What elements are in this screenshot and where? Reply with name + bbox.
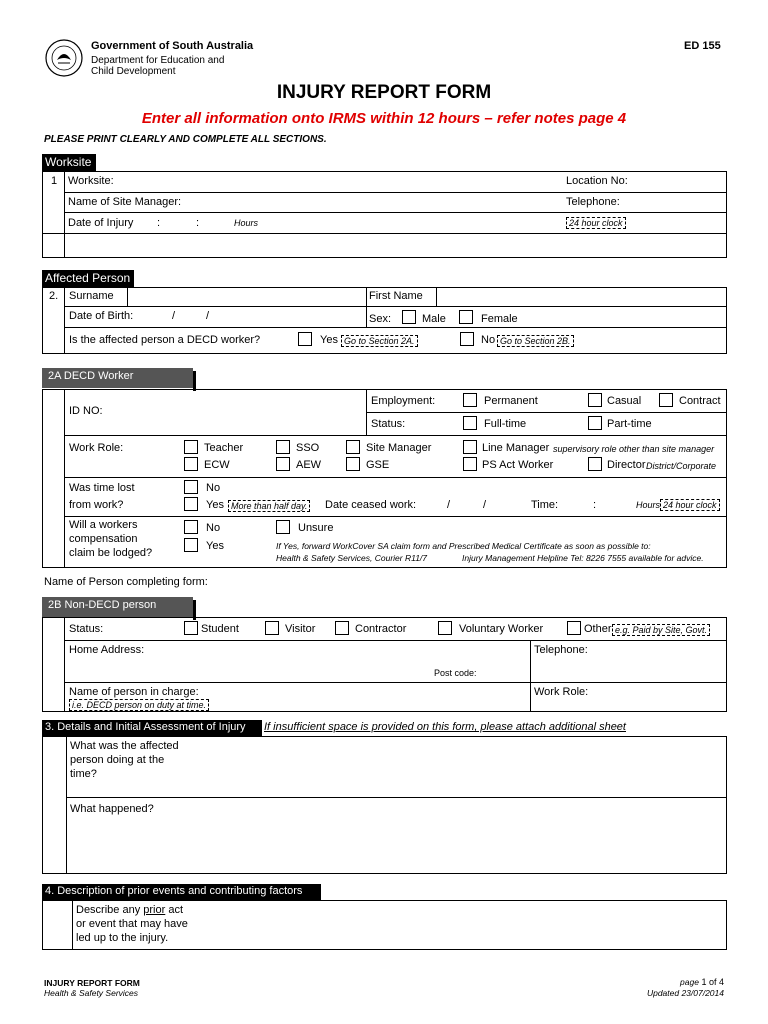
compensation-note-2: Health & Safety Services, Courier R11/7 xyxy=(276,553,428,563)
affected-person-section-header: Affected Person xyxy=(42,270,134,287)
clock-note: 24 hour clock xyxy=(566,217,626,229)
home-address-label: Home Address: xyxy=(69,644,145,656)
site-manager-role-label: Site Manager xyxy=(366,442,432,454)
decd-no-checkbox[interactable] xyxy=(460,332,474,346)
page-word: page xyxy=(680,977,699,987)
postcode-label: Post code: xyxy=(434,668,477,678)
hours-label: Hours xyxy=(636,500,661,510)
compensation-no-checkbox[interactable] xyxy=(184,520,198,534)
slash: / xyxy=(447,499,451,511)
parttime-label: Part-time xyxy=(607,418,652,430)
line-manager-label: Line Manager xyxy=(482,442,550,454)
compensation-label-2: compensation xyxy=(69,533,138,545)
male-label: Male xyxy=(422,313,446,325)
contract-label: Contract xyxy=(679,395,721,407)
colon: : xyxy=(593,499,597,511)
footer-service: Health & Safety Services xyxy=(44,988,139,998)
date-of-injury-label: Date of Injury xyxy=(68,217,134,229)
colon: : xyxy=(157,217,161,229)
department-line-2: Child Development xyxy=(91,66,176,77)
print-instruction: PLEASE PRINT CLEARLY AND COMPLETE ALL SECTIONS. xyxy=(44,134,327,145)
site-manager-label: Name of Site Manager: xyxy=(68,196,182,208)
compensation-note-1: If Yes, forward WorkCover SA claim form and Prescribed Medical Certificate as soon as possible to: xyxy=(276,541,651,551)
line-manager-note: supervisory role other than site manager xyxy=(553,444,715,454)
prior-events-line-2: or event that may have xyxy=(76,918,188,930)
contract-checkbox[interactable] xyxy=(659,393,673,407)
director-checkbox[interactable] xyxy=(588,457,602,471)
form-title: INJURY REPORT FORM xyxy=(276,82,492,103)
compensation-note-3: Injury Management Helpline Tel: 8226 7555 available for advice. xyxy=(462,553,704,563)
decd-worker-section-header: 2A DECD Worker xyxy=(42,368,193,388)
casual-checkbox[interactable] xyxy=(588,393,602,407)
aew-label: AEW xyxy=(296,459,322,471)
injury-details-section-header: 3. Details and Initial Assessment of Injury xyxy=(42,720,262,736)
form-subtitle: Enter all information onto IRMS within 12 hours – refer notes page 4 xyxy=(141,110,627,127)
footer-page-number xyxy=(680,977,724,987)
gse-label: GSE xyxy=(366,459,390,471)
activity-question-3: time? xyxy=(70,768,97,780)
hours-label: Hours xyxy=(234,218,259,228)
time-lost-no-checkbox[interactable] xyxy=(184,480,198,494)
completing-person-label: Name of Person completing form: xyxy=(44,576,208,588)
prior-events-line-1 xyxy=(76,904,183,916)
activity-question-1: What was the affected xyxy=(70,740,179,752)
yes-label: Yes xyxy=(206,540,224,552)
go-to-2a-note: Go to Section 2A. xyxy=(341,335,418,347)
student-label: Student xyxy=(201,623,239,635)
decd-yes-checkbox[interactable] xyxy=(298,332,312,346)
director-note: District/Corporate xyxy=(646,461,717,471)
female-label: Female xyxy=(481,313,518,325)
worksite-label: Worksite: xyxy=(68,175,114,187)
footer-form-name: INJURY REPORT FORM xyxy=(44,978,140,988)
voluntary-worker-checkbox[interactable] xyxy=(438,621,452,635)
ps-act-label: PS Act Worker xyxy=(482,459,554,471)
compensation-unsure-checkbox[interactable] xyxy=(276,520,290,534)
employment-label: Employment: xyxy=(371,395,436,407)
other-label: Other xyxy=(584,623,612,635)
slash: / xyxy=(483,499,487,511)
visitor-label: Visitor xyxy=(285,623,316,635)
no-label: No xyxy=(206,482,221,494)
permanent-label: Permanent xyxy=(484,395,538,407)
ps-act-checkbox[interactable] xyxy=(463,457,477,471)
yes-label: Yes xyxy=(206,499,224,511)
time-lost-yes-checkbox[interactable] xyxy=(184,497,198,511)
person-in-charge-note: i.e. DECD person on duty at time. xyxy=(69,699,209,711)
female-checkbox[interactable] xyxy=(459,310,473,324)
government-name: Government of South Australia xyxy=(91,40,254,52)
telephone-label: Telephone: xyxy=(566,196,620,208)
male-checkbox[interactable] xyxy=(402,310,416,324)
teacher-label: Teacher xyxy=(204,442,244,454)
casual-label: Casual xyxy=(607,395,642,407)
aew-checkbox[interactable] xyxy=(276,457,290,471)
prior-events-section-header: 4. Description of prior events and contributing factors xyxy=(42,884,321,900)
yes-label: Yes xyxy=(320,334,338,346)
prior-text-c: act xyxy=(165,904,184,916)
slash: / xyxy=(206,310,210,322)
director-label: Director xyxy=(607,459,646,471)
voluntary-worker-label: Voluntary Worker xyxy=(459,623,544,635)
government-logo xyxy=(44,38,84,78)
clock-note: 24 hour clock xyxy=(660,499,720,511)
department-line-1: Department for Education and xyxy=(91,55,225,66)
unsure-label: Unsure xyxy=(298,522,334,534)
ecw-checkbox[interactable] xyxy=(184,457,198,471)
person-in-charge-label: Name of person in charge: xyxy=(69,686,199,698)
visitor-checkbox[interactable] xyxy=(265,621,279,635)
telephone-label: Telephone: xyxy=(534,644,588,656)
decd-worker-question: Is the affected person a DECD worker? xyxy=(69,334,261,346)
sso-label: SSO xyxy=(296,442,320,454)
fulltime-label: Full-time xyxy=(484,418,527,430)
prior-text-emphasis: prior xyxy=(143,904,166,916)
location-label: Location No: xyxy=(566,175,628,187)
status-label: Status: xyxy=(371,418,406,430)
what-happened-label: What happened? xyxy=(70,803,154,815)
fulltime-checkbox[interactable] xyxy=(463,416,477,430)
time-lost-label-1: Was time lost xyxy=(69,482,135,494)
prior-text-a: Describe any xyxy=(76,904,144,916)
date-ceased-label: Date ceased work: xyxy=(325,499,417,511)
no-label: No xyxy=(206,522,221,534)
compensation-yes-checkbox[interactable] xyxy=(184,538,198,552)
work-role-label: Work Role: xyxy=(534,686,589,698)
compensation-label-1: Will a workers xyxy=(69,519,138,531)
id-no-label: ID NO: xyxy=(69,405,103,417)
prior-events-line-3: led up to the injury. xyxy=(76,932,169,944)
parttime-checkbox[interactable] xyxy=(588,416,602,430)
first-name-label: First Name xyxy=(369,290,423,302)
contractor-checkbox[interactable] xyxy=(335,621,349,635)
gse-checkbox[interactable] xyxy=(346,457,360,471)
line-manager-checkbox[interactable] xyxy=(463,440,477,454)
sso-checkbox[interactable] xyxy=(276,440,290,454)
footer-updated: Updated 23/07/2014 xyxy=(646,988,724,998)
surname-label: Surname xyxy=(69,290,114,302)
work-role-label: Work Role: xyxy=(69,442,124,454)
site-manager-checkbox[interactable] xyxy=(346,440,360,454)
contractor-label: Contractor xyxy=(355,623,407,635)
activity-question-2: person doing at the xyxy=(70,754,165,766)
row-number: 2. xyxy=(49,290,59,302)
student-checkbox[interactable] xyxy=(184,621,198,635)
non-decd-section-header: 2B Non-DECD person xyxy=(42,597,193,617)
sex-label: Sex: xyxy=(369,313,392,325)
other-note: e.g. Paid by Site, Govt. xyxy=(612,624,710,636)
time-label: Time: xyxy=(531,499,559,511)
go-to-2b-note: Go to Section 2B. xyxy=(497,335,574,347)
slash: / xyxy=(172,310,176,322)
half-day-note: More than half day. xyxy=(228,500,310,512)
status-label: Status: xyxy=(69,623,104,635)
row-number: 1 xyxy=(51,175,58,187)
page-num: 1 of 4 xyxy=(701,977,724,987)
time-lost-label-2: from work? xyxy=(69,499,124,511)
permanent-checkbox[interactable] xyxy=(463,393,477,407)
worksite-section-header: Worksite xyxy=(42,154,96,171)
ecw-label: ECW xyxy=(204,459,230,471)
colon: : xyxy=(196,217,200,229)
teacher-checkbox[interactable] xyxy=(184,440,198,454)
form-code: ED 155 xyxy=(684,40,721,52)
compensation-label-3: claim be lodged? xyxy=(69,547,153,559)
other-checkbox[interactable] xyxy=(567,621,581,635)
insufficient-space-note: If insufficient space is provided on this form, please attach additional sheet xyxy=(264,721,626,733)
dob-label: Date of Birth: xyxy=(69,310,134,322)
no-label: No xyxy=(481,334,496,346)
